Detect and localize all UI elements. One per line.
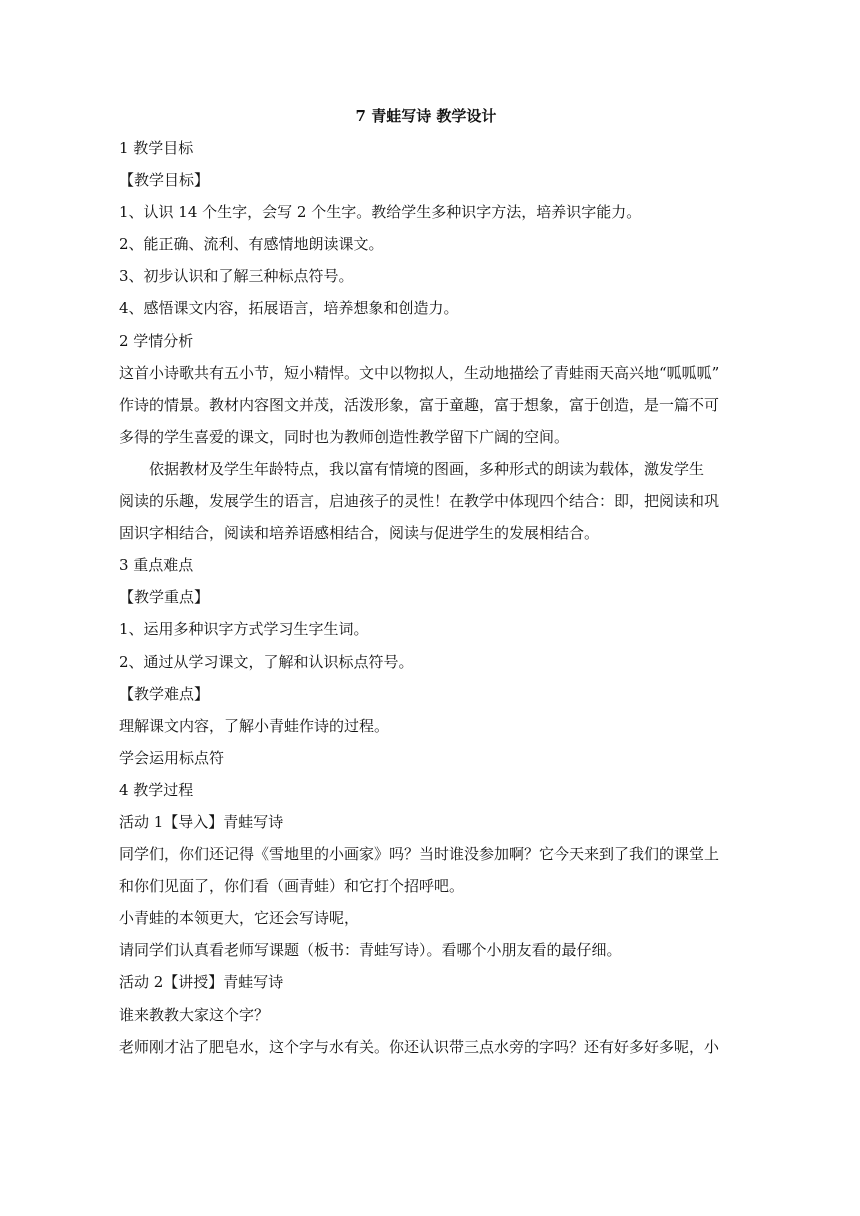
subheading-objectives: 【教学目标】 [119, 171, 210, 190]
activity-1-line: 小青蛙的本领更大，它还会写诗呢， [119, 909, 360, 928]
document-page [119, 106, 733, 1069]
activity-2-heading: 活动 2【讲授】青蛙写诗 [119, 973, 284, 992]
analysis-paragraph-1 [119, 363, 733, 447]
section-heading-objectives: 1 教学目标 [119, 139, 194, 157]
activity-1-heading: 活动 1【导入】青蛙写诗 [119, 812, 284, 831]
paragraph-line: 阅读的乐趣，发展学生的语言，启迪孩子的灵性！在教学中体现四个结合：即，把阅读和巩 [119, 492, 720, 511]
difficult-item: 学会运用标点符 [119, 748, 225, 767]
section-heading-analysis: 2 学情分析 [119, 331, 194, 350]
activity-2-line: 老师刚才沾了肥皂水，这个字与水有关。你还认识带三点水旁的字吗？还有好多好多呢，小 [119, 1037, 720, 1056]
paragraph-line: 固识字相结合，阅读和培养语感相结合，阅读与促进学生的发展相结合。 [119, 524, 600, 543]
key-item: 1、运用多种识字方式学习生字生词。 [119, 620, 369, 639]
objective-item: 4、感悟课文内容，拓展语言，培养想象和创造力。 [119, 299, 459, 318]
objective-item: 2、能正确、流利、有感情地朗读课文。 [119, 235, 384, 254]
activity-1-line: 请同学们认真看老师写课题（板书：青蛙写诗）。看哪个小朋友看的最仔细。 [119, 941, 622, 960]
analysis-paragraph-2 [119, 459, 733, 543]
section-heading-key-points: 3 重点难点 [119, 556, 194, 575]
activity-1-line: 同学们，你们还记得《雪地里的小画家》吗？当时谁没参加啊？它今天来到了我们的课堂上 [119, 845, 720, 864]
subheading-key: 【教学重点】 [119, 588, 210, 607]
objective-item: 3、初步认识和了解三种标点符号。 [119, 267, 354, 286]
paragraph-line: 多得的学生喜爱的课文，同时也为教师创造性教学留下广阔的空间。 [119, 427, 570, 446]
subheading-difficult: 【教学难点】 [119, 684, 210, 703]
paragraph-line: 依据教材及学生年龄特点，我以富有情境的图画，多种形式的朗读为载体，激发学生 [149, 459, 705, 478]
document-title: 7 青蛙写诗 教学设计 [355, 107, 497, 125]
key-item: 2、通过从学习课文，了解和认识标点符号。 [119, 652, 414, 671]
section-heading-process: 4 教学过程 [119, 780, 194, 799]
paragraph-line: 作诗的情景。教材内容图文并茂，活泼形象，富于童趣，富于想象，富于创造，是一篇不可 [119, 395, 720, 414]
paragraph-line: 这首小诗歌共有五小节，短小精悍。文中以物拟人，生动地描绘了青蛙雨天高兴地“呱呱呱” [119, 363, 720, 382]
objective-item: 1、认识 14 个生字，会写 2 个生字。教给学生多种识字方法，培养识字能力。 [119, 203, 642, 222]
difficult-item: 理解课文内容，了解小青蛙作诗的过程。 [119, 716, 390, 735]
activity-1-line: 和你们见面了，你们看（画青蛙）和它打个招呼吧。 [119, 877, 465, 896]
activity-2-line: 谁来教教大家这个字？ [119, 1005, 270, 1024]
